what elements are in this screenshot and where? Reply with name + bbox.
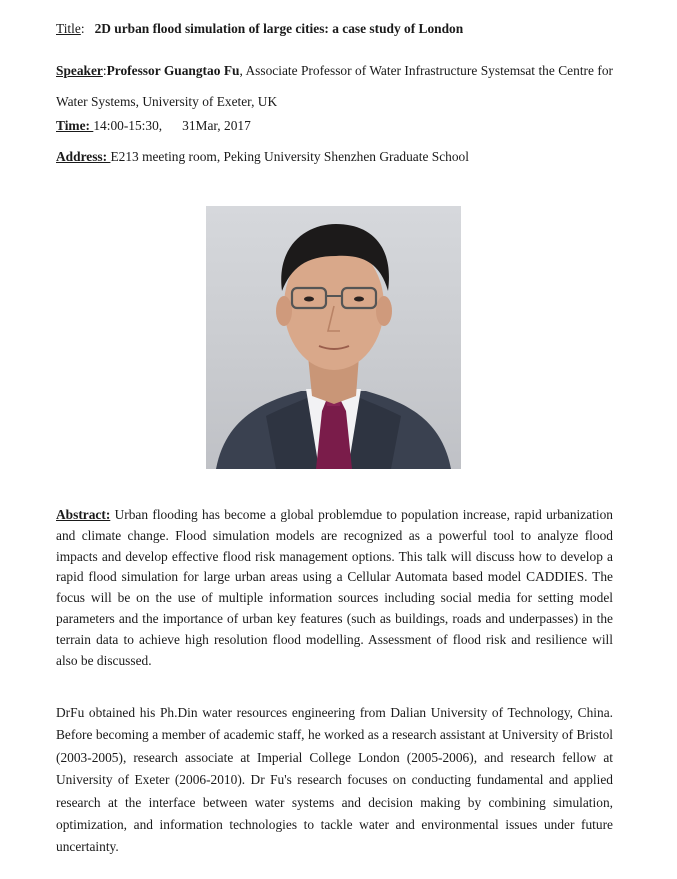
address-text: E213 meeting room, Peking University Shenzhen Graduate School (110, 149, 469, 164)
address-label: Address: (56, 149, 111, 164)
time-date: 31Mar, 2017 (182, 118, 251, 133)
speaker-portrait-icon (206, 206, 461, 469)
speaker-line (56, 55, 613, 117)
speaker-photo (206, 206, 461, 469)
time-hours: 14:00-15:30, (93, 118, 163, 133)
abstract-label: Abstract: (56, 507, 111, 522)
speaker-separator: : (102, 63, 107, 78)
time-label: Time: (56, 118, 94, 133)
title-separator: : (80, 21, 85, 36)
title-label: Title (56, 21, 81, 36)
address-line (56, 149, 613, 165)
speaker-name: Professor Guangtao Fu (106, 63, 240, 78)
abstract-paragraph (56, 505, 613, 671)
abstract-text: Urban flooding has become a global problemdue to population increase, rapid urbanization and climate change. Flood simulation models are recognized as a powerful tool to analyze flood impacts and develop effective flood risk management options. This talk will discuss how to develop a rapid flood simulation for large urban areas using a Cellular Automata based model CADDIES. The focus will be on the use of multiple information sources including social media for setting model parameters and the importance of urban key features (such as buildings, roads and underpasses) in the terrain data to achieve high resolution flood modelling. Assessment of flood risk and resilience will also be discussed. (56, 507, 613, 668)
title-line (56, 21, 613, 37)
speaker-description: , Associate Professor of Water Infrastructure Systemsat the Centre for Water Systems, University of Exeter, UK (56, 63, 613, 109)
talk-title: 2D urban flood simulation of large cities: a case study of London (94, 21, 464, 36)
bio-paragraph: DrFu obtained his Ph.Din water resources engineering from Dalian University of Technology, China. Before becoming a member of academic staff, he worked as a research assistant at University of Bristol (2003-2005), research associate at Imperial College London (2005-2006), and research fellow at University of Exeter (2006-2010). Dr Fu's research focuses on conducting fundamental and applied research at the interface between water systems and decision making by combining simulation, optimization, and information technologies to tackle water and environmental issues under future uncertainty. (56, 705, 613, 855)
time-line (56, 118, 613, 134)
speaker-label: Speaker (56, 63, 103, 78)
